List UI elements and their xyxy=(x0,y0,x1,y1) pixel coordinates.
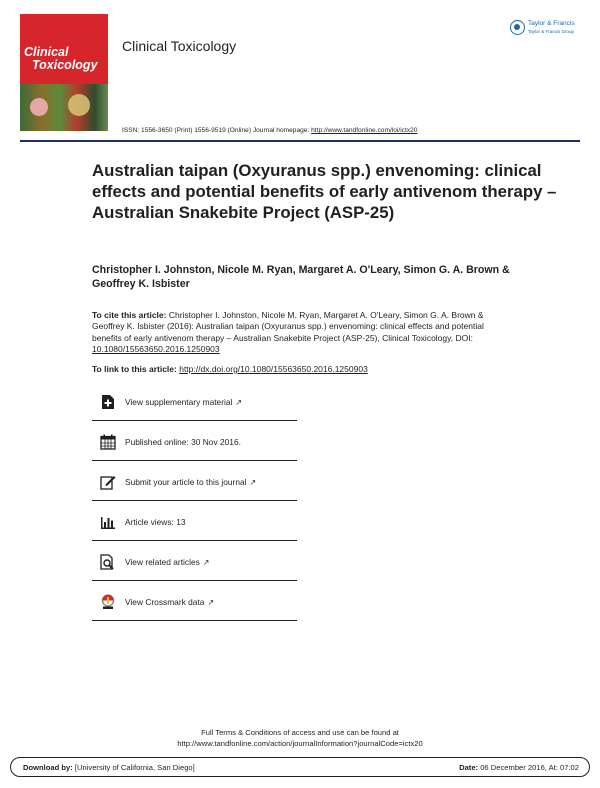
download-by-label: Download by: xyxy=(23,763,73,772)
publisher-logo[interactable] xyxy=(510,19,582,41)
article-link-label: To link to this article: xyxy=(92,364,180,374)
cover-title-line2: Toxicology xyxy=(32,58,98,72)
item-label: Article views: 13 xyxy=(125,517,186,527)
edit-icon xyxy=(100,474,116,490)
external-link-icon: ↗ xyxy=(235,398,243,407)
article-title: Australian taipan (Oxyuranus spp.) envenoming: clinical effects and potential benefits of early antivenom therapy – Australian Snakebite Project (ASP-25) xyxy=(92,161,557,222)
item-label: Submit your article to this journal ↗ xyxy=(125,477,257,487)
submit-article-item[interactable] xyxy=(92,461,297,501)
article-authors: Christopher I. Johnston, Nicole M. Ryan, Margaret A. O'Leary, Simon G. A. Brown & Geoffrey K. Isbister xyxy=(92,264,510,290)
published-online-item xyxy=(92,421,297,461)
terms-url[interactable]: http://www.tandfonline.com/action/journalInformation?journalCode=ictx20 xyxy=(177,739,423,748)
citation-text: Christopher I. Johnston, Nicole M. Ryan, Margaret A. O'Leary, Simon G. A. Brown & Geoffrey K. Isbister (2016): Australian taipan (Oxyuranus spp.) envenoming: clinical effects and potential benefits of early antivenom therapy – Australian Snakebite Project (ASP-25), Clinical Toxicology, DOI: xyxy=(92,310,484,343)
issn-line xyxy=(122,127,417,134)
publisher-sub: Taylor & Francis Group xyxy=(528,29,575,34)
publisher-logo-icon xyxy=(510,20,525,35)
article-link-line xyxy=(92,364,368,374)
related-articles-icon xyxy=(100,554,116,570)
supplementary-material-item[interactable] xyxy=(92,381,297,421)
external-link-icon: ↗ xyxy=(202,558,210,567)
related-articles-item[interactable] xyxy=(92,541,297,581)
terms-line: Full Terms & Conditions of access and use can be found at xyxy=(201,728,399,737)
download-date-label: Date: xyxy=(459,763,479,772)
publisher-name: Taylor & Francis xyxy=(528,20,575,27)
header-divider xyxy=(20,140,580,142)
download-date xyxy=(459,763,579,772)
item-label: View related articles ↗ xyxy=(125,557,210,567)
download-by-value: [University of California, San Diego] xyxy=(72,763,195,772)
bar-chart-icon xyxy=(100,514,116,530)
citation-label: To cite this article: xyxy=(92,310,167,320)
external-link-icon: ↗ xyxy=(249,478,257,487)
supplementary-icon xyxy=(100,394,116,410)
citation xyxy=(92,310,512,355)
journal-homepage-link[interactable]: http://www.tandfonline.com/loi/ictx20 xyxy=(311,127,418,134)
article-link[interactable]: http://dx.doi.org/10.1080/15563650.2016.1250903 xyxy=(179,364,368,374)
crossmark-icon xyxy=(100,594,116,610)
issn-text: ISSN: 1556-3650 (Print) 1556-9519 (Online) Journal homepage: xyxy=(122,127,312,134)
article-views-item xyxy=(92,501,297,541)
external-link-icon: ↗ xyxy=(207,598,215,607)
cover-title-line1: Clinical xyxy=(24,45,69,59)
download-date-value: 06 December 2016, At: 07:02 xyxy=(478,763,579,772)
journal-cover xyxy=(20,14,108,131)
article-links-list xyxy=(92,381,297,621)
journal-title: Clinical Toxicology xyxy=(122,38,237,54)
item-label: View supplementary material ↗ xyxy=(125,397,243,407)
download-by xyxy=(23,763,195,772)
item-label: Published online: 30 Nov 2016. xyxy=(125,437,241,447)
crossmark-item[interactable] xyxy=(92,581,297,621)
cover-image-detail xyxy=(30,98,48,116)
doi-link[interactable]: 10.1080/15563650.2016.1250903 xyxy=(92,343,220,354)
item-label: View Crossmark data ↗ xyxy=(125,597,215,607)
download-info-bar xyxy=(10,757,590,777)
calendar-icon xyxy=(100,434,116,450)
cover-image-detail xyxy=(68,94,90,116)
